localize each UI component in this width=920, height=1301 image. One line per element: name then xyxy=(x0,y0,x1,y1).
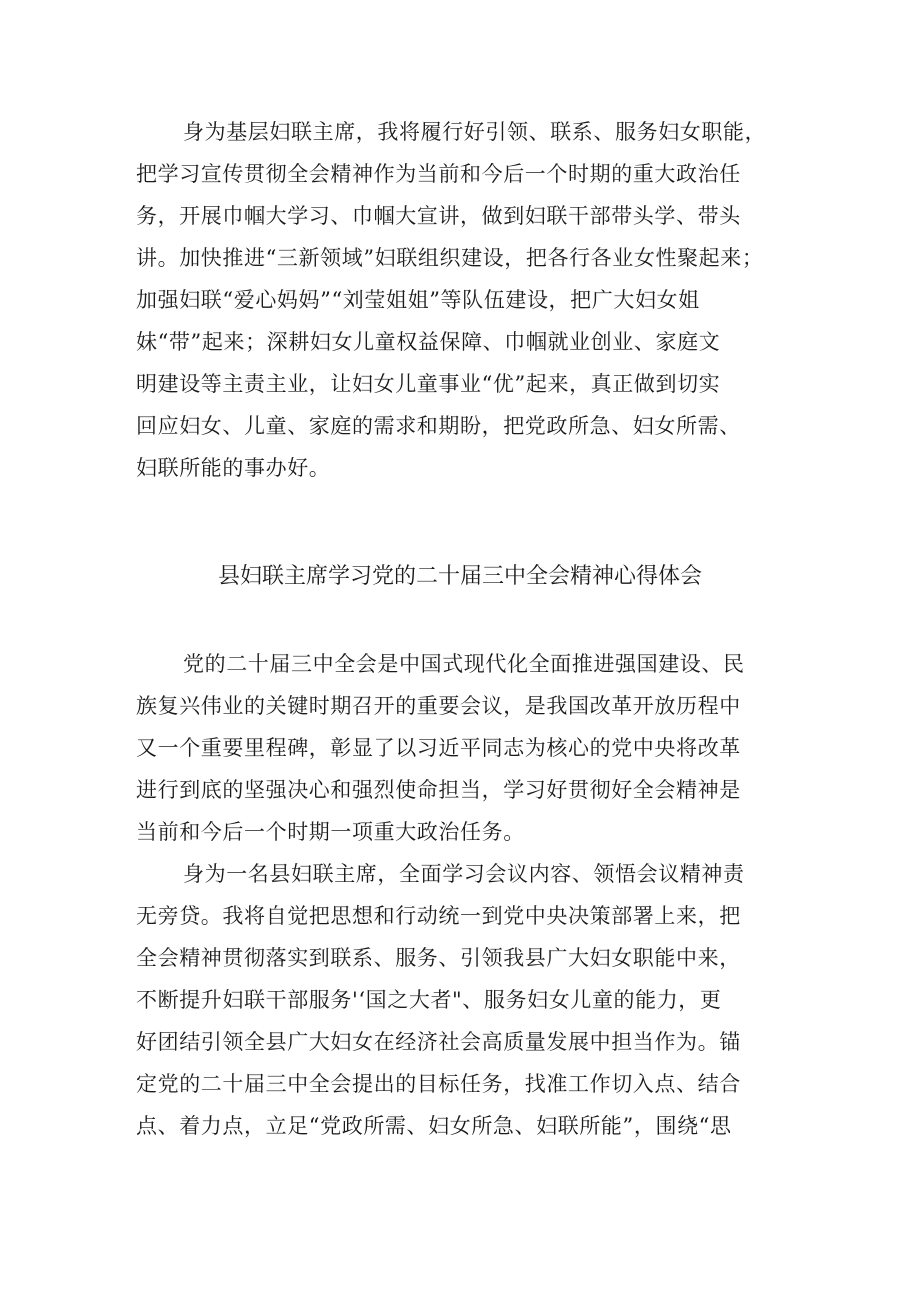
text-line: 身为一名县妇联主席，全面学习会议内容、领悟会议精神责 xyxy=(183,862,745,886)
text-line: 进行到底的坚强决心和强烈使命担当，学习好贯彻好全会精神是 xyxy=(136,778,741,802)
text-line: 全会精神贯彻落实到联系、服务、引领我县广大妇女职能中来， xyxy=(136,946,741,970)
text-line: 点、着力点，立足“党政所需、妇女所急、妇联所能”，围绕“思 xyxy=(136,1114,732,1138)
text-line: 妇联所能的事办好。 xyxy=(136,456,331,480)
text-line: 加强妇联“爱心妈妈”“刘莹姐姐”等队伍建设，把广大妇女姐 xyxy=(136,288,700,312)
text-line: 回应妇女、儿童、家庭的需求和期盼，把党政所急、妇女所需、 xyxy=(136,414,741,438)
text-line: 又一个重要里程碑，彰显了以习近平同志为核心的党中央将改革 xyxy=(136,736,741,760)
text-line: 明建设等主责主业，让妇女儿童事业“优”起来，真正做到切实 xyxy=(136,372,721,396)
text-line: 当前和今后一个时期一项重大政治任务。 xyxy=(136,820,525,844)
text-line: 族复兴伟业的关键时期召开的重要会议，是我国改革开放历程中 xyxy=(136,694,741,718)
text-line: 身为基层妇联主席，我将履行好引领、联系、服务妇女职能， xyxy=(183,120,767,144)
text-line: 不断提升妇联干部服务'‘国之大者"、服务妇女儿童的能力，更 xyxy=(136,988,722,1012)
text-line: 务，开展巾帼大学习、巾帼大宣讲，做到妇联干部带头学、带头 xyxy=(136,204,741,228)
section-2-title: 县妇联主席学习党的二十届三中全会精神心得体会 xyxy=(217,564,702,589)
text-line: 定党的二十届三中全会提出的目标任务，找准工作切入点、结合 xyxy=(136,1072,741,1096)
text-line: 好团结引领全县广大妇女在经济社会高质量发展中担当作为。锚 xyxy=(136,1030,741,1054)
text-line: 党的二十届三中全会是中国式现代化全面推进强国建设、民 xyxy=(183,652,745,676)
text-line: 无旁贷。我将自觉把思想和行动统一到党中央决策部署上来，把 xyxy=(136,904,741,928)
text-line: 讲。加快推进“三新领域”妇联组织建设，把各行各业女性聚起来； xyxy=(136,246,764,270)
text-line: 把学习宣传贯彻全会精神作为当前和今后一个时期的重大政治任 xyxy=(136,162,741,186)
text-line: 妹“带”起来；深耕妇女儿童权益保障、巾帼就业创业、家庭文 xyxy=(136,330,721,354)
